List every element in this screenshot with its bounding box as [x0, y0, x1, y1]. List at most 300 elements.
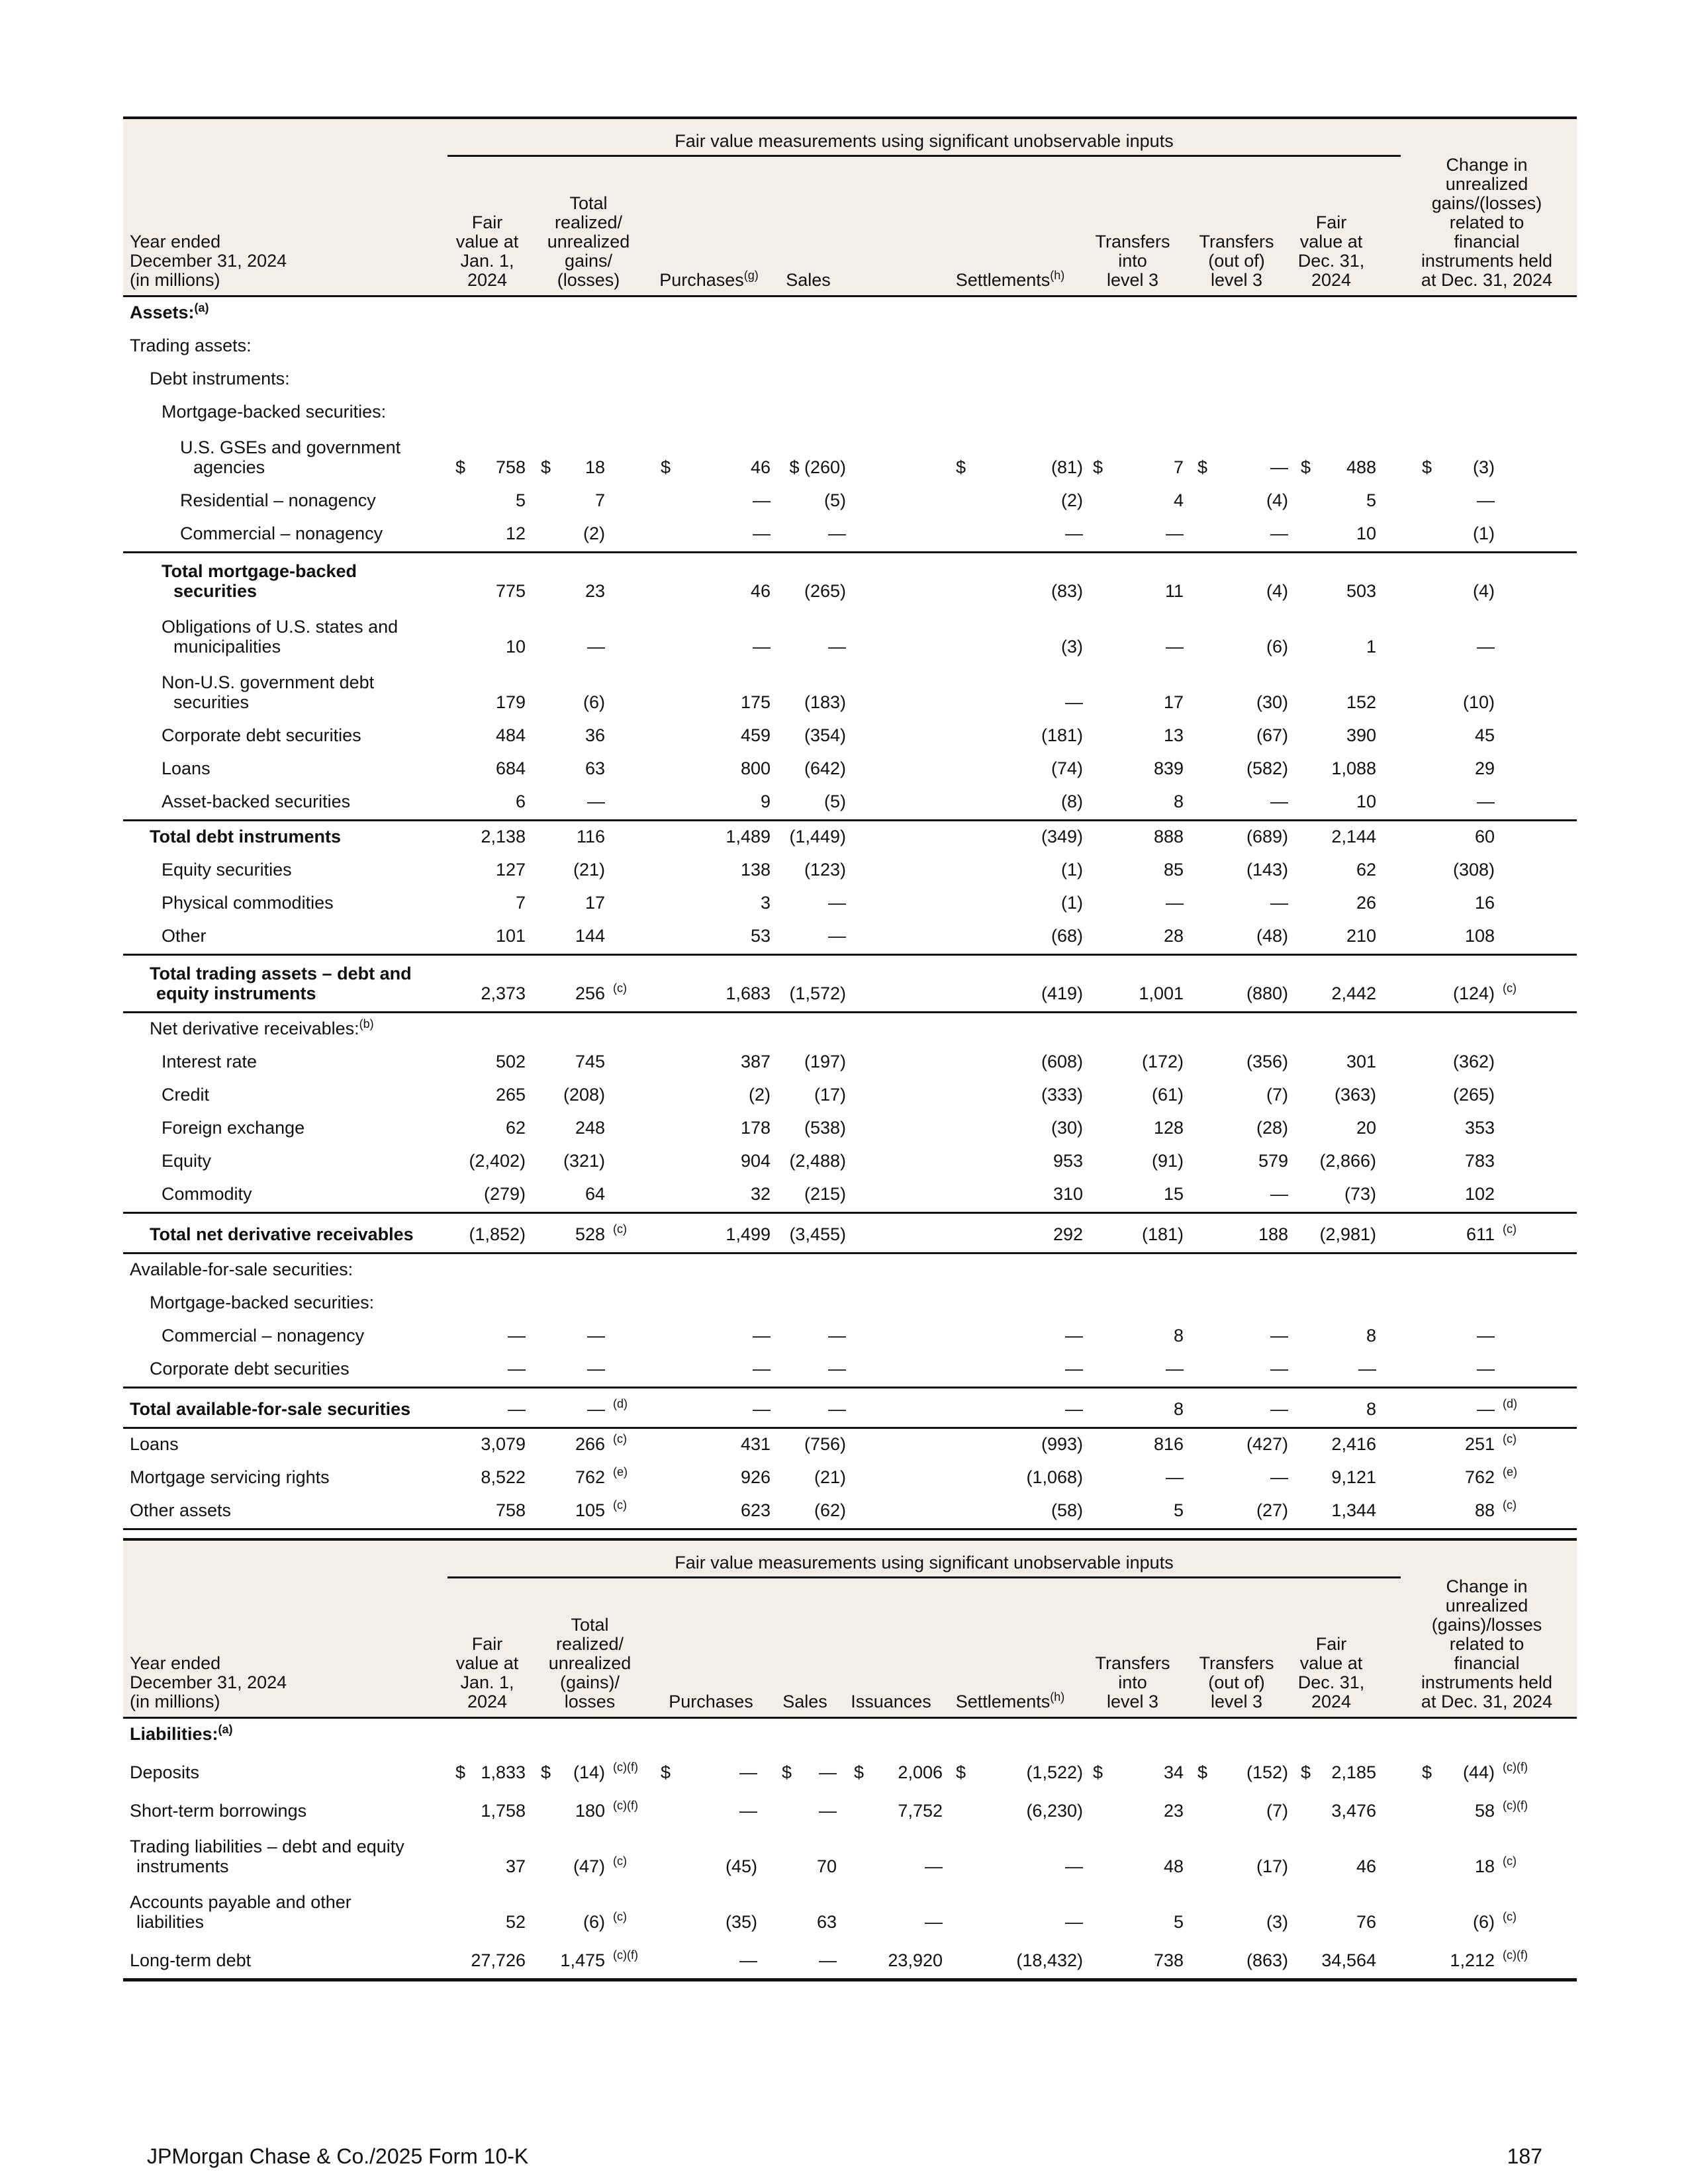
cell-transfers-in: 1,001 [1139, 983, 1184, 1003]
cell-fair-value-jan: (1,852) [469, 1224, 526, 1244]
row-label: Asset-backed securities [162, 792, 351, 811]
cell-purchases: (2) [749, 1085, 771, 1105]
cell-sales: (2,488) [789, 1151, 846, 1171]
cell-gains-losses: 248 [575, 1118, 605, 1138]
header-purchases: Purchases [669, 1692, 753, 1711]
footnote-marker: (c) [613, 981, 627, 995]
currency-symbol: $ [854, 1762, 865, 1782]
table-row [123, 1940, 1577, 1981]
cell-sales: $ (260) [789, 457, 846, 477]
cell-purchases: 926 [740, 1467, 771, 1487]
cell-transfers-out: (880) [1246, 983, 1288, 1003]
table-row [123, 1462, 1577, 1495]
cell-change-unrealized: 102 [1464, 1184, 1495, 1204]
cell-gains-losses: (21) [573, 860, 605, 880]
row-label: Assets:$^{(a)}$ [130, 301, 209, 322]
cell-fair-value-jan: 37 [505, 1856, 526, 1876]
cell-change-unrealized: (10) [1462, 692, 1495, 712]
cell-change-unrealized: — [1477, 792, 1495, 811]
cell-fair-value-dec: 76 [1356, 1912, 1376, 1932]
cell-transfers-out: — [1270, 893, 1288, 913]
header-transfers-in: Transfers into level 3 [1095, 1653, 1170, 1711]
cell-settlements: 953 [1053, 1151, 1083, 1171]
table-row [123, 553, 1577, 609]
footnote-marker: (c) [613, 1854, 627, 1868]
cell-change-unrealized: 611 [1466, 1224, 1495, 1244]
cell-gains-losses: 1,475 [560, 1950, 605, 1970]
cell-change-unrealized: — [1477, 1399, 1495, 1419]
liabilities-table-body [123, 1719, 1577, 1981]
cell-purchases: 32 [750, 1184, 771, 1204]
cell-fair-value-dec: 8 [1366, 1326, 1376, 1345]
header-transfers-out: Transfers (out of) level 3 [1199, 232, 1274, 290]
cell-purchases: 623 [740, 1500, 771, 1520]
table-row [123, 1752, 1577, 1790]
cell-transfers-in: 888 [1153, 827, 1184, 846]
cell-purchases: — [753, 637, 771, 657]
cell-sales: (5) [824, 490, 846, 510]
cell-transfers-out: (7) [1266, 1085, 1288, 1105]
cell-purchases: — [819, 1801, 837, 1821]
liabilities-table-header [123, 1538, 1577, 1719]
cell-transfers-in: 28 [1163, 926, 1184, 946]
row-label: Equity [162, 1151, 212, 1171]
footnote-marker: (b) [359, 1017, 374, 1030]
currency-symbol: $ [1093, 1762, 1103, 1782]
table-row [123, 887, 1577, 921]
cell-settlements: (993) [1041, 1434, 1083, 1454]
cell-settlements: — [1065, 1912, 1083, 1932]
table-row [123, 485, 1577, 518]
cell-sales: (21) [814, 1467, 846, 1487]
table-row [123, 1179, 1577, 1214]
cell-sales: (197) [804, 1052, 846, 1071]
cell-gains-losses: — [587, 1326, 605, 1345]
cell-transfers-out: (6) [1266, 637, 1288, 657]
cell-fair-value-jan: 127 [495, 860, 526, 880]
currency-symbol: $ [455, 457, 466, 477]
cell-transfers-in: 128 [1153, 1118, 1184, 1138]
cell-transfers-out: — [1270, 1184, 1288, 1204]
cell-transfers-in: 85 [1163, 860, 1184, 880]
cell-purchases: 9 [760, 792, 771, 811]
cell-gains-losses: 64 [585, 1184, 605, 1204]
cell-transfers-out: (356) [1246, 1052, 1288, 1071]
cell-purchases: 178 [740, 1118, 771, 1138]
footnote-marker: (a) [194, 301, 209, 314]
footnote-marker: (e) [1503, 1465, 1517, 1479]
cell-fair-value-dec: 26 [1356, 893, 1376, 913]
cell-purchases: 1,499 [726, 1224, 771, 1244]
header-transfers-in: Transfers into level 3 [1095, 232, 1170, 290]
cell-transfers-in: 8 [1173, 1326, 1184, 1345]
cell-fair-value-dec: 2,185 [1331, 1762, 1376, 1782]
section-heading-row [123, 330, 1577, 363]
cell-settlements: (3) [1061, 637, 1083, 657]
cell-settlements: (18,432) [1016, 1950, 1083, 1970]
cell-sales: (538) [804, 1118, 846, 1138]
cell-transfers-in: (91) [1151, 1151, 1184, 1171]
row-label: Mortgage-backed securities: [162, 402, 387, 422]
cell-fair-value-jan: — [508, 1359, 526, 1379]
cell-transfers-in: (181) [1141, 1224, 1184, 1244]
cell-fair-value-jan: 52 [505, 1912, 526, 1932]
cell-purchases: 431 [740, 1434, 771, 1454]
cell-settlements: (2) [1061, 490, 1083, 510]
cell-change-unrealized: 251 [1464, 1434, 1495, 1454]
cell-settlements: (1) [1061, 860, 1083, 880]
row-label: Commercial – nonagency [180, 523, 383, 543]
cell-purchases: — [819, 1950, 837, 1970]
cell-sales: (265) [804, 581, 846, 601]
table-row [123, 753, 1577, 786]
cell-transfers-in: — [1166, 523, 1184, 543]
cell-change-unrealized: — [1477, 1326, 1495, 1345]
currency-symbol: $ [541, 457, 551, 477]
footnote-marker: (d) [1503, 1397, 1517, 1410]
cell-change-unrealized: 58 [1474, 1801, 1495, 1821]
cell-gains-losses: 266 [575, 1434, 605, 1454]
cell-gains-losses: 144 [575, 926, 605, 946]
cell-sales: 2,006 [898, 1762, 943, 1782]
cell-purchases: 904 [740, 1151, 771, 1171]
cell-purchases: 1,489 [726, 827, 771, 846]
footnote-marker: (c) [1503, 1432, 1517, 1445]
footnote-marker: (c) [1503, 1498, 1517, 1512]
cell-change-unrealized: 353 [1464, 1118, 1495, 1138]
cell-fair-value-jan: — [508, 1326, 526, 1345]
section-heading-row [123, 363, 1577, 396]
cell-fair-value-jan: 7 [515, 893, 526, 913]
currency-symbol: $ [1301, 1762, 1311, 1782]
cell-purchases: — [739, 1801, 757, 1821]
table-row [123, 518, 1577, 553]
cell-change-unrealized: 18 [1474, 1856, 1495, 1876]
header-purchases: Purchases$^{(g)}$ [659, 269, 759, 290]
cell-change-unrealized: 29 [1474, 758, 1495, 778]
cell-purchases: — [753, 1399, 771, 1419]
footnote-marker: (c) [1503, 1854, 1517, 1868]
cell-purchases: — [739, 1762, 757, 1782]
cell-change-unrealized: (1) [1473, 523, 1495, 543]
cell-transfers-out: — [1270, 792, 1288, 811]
cell-fair-value-dec: 2,144 [1331, 827, 1376, 846]
cell-fair-value-dec: 1 [1366, 637, 1376, 657]
cell-gains-losses: 105 [575, 1500, 605, 1520]
footnote-marker: (c)(f) [613, 1799, 638, 1812]
row-label: Liabilities:$^{(a)}$ [130, 1723, 233, 1744]
table-row [123, 720, 1577, 753]
cell-transfers-in: 738 [1153, 1950, 1184, 1970]
table-row [123, 1790, 1577, 1829]
row-label: Available-for-sale securities: [130, 1259, 353, 1279]
table-row [123, 1079, 1577, 1113]
cell-gains-losses: (6) [583, 692, 605, 712]
cell-settlements: (419) [1041, 983, 1083, 1003]
cell-fair-value-jan: 502 [495, 1052, 526, 1071]
cell-gains-losses: 116 [576, 827, 605, 846]
cell-sales: (183) [804, 692, 846, 712]
header-fair-value-dec: Fair value at Dec. 31, 2024 [1297, 1634, 1365, 1711]
cell-transfers-out: — [1270, 1399, 1288, 1419]
cell-fair-value-dec: 8 [1366, 1399, 1376, 1419]
header-supertitle: Fair value measurements using significant unobservable inputs [675, 131, 1174, 151]
cell-transfers-in: 5 [1173, 1500, 1184, 1520]
cell-settlements: 292 [1053, 1224, 1083, 1244]
table-row [123, 1046, 1577, 1079]
row-label: Residential – nonagency [180, 490, 376, 510]
row-label: Mortgage servicing rights [130, 1467, 330, 1487]
header-gains: Total realized/ unrealized gains/ (losses) [547, 193, 630, 290]
footnote-marker: (c)(f) [1503, 1799, 1528, 1812]
cell-transfers-in: (61) [1151, 1085, 1184, 1105]
cell-gains-losses: — [587, 1359, 605, 1379]
cell-fair-value-dec: 152 [1346, 692, 1376, 712]
cell-transfers-out: (152) [1246, 1762, 1288, 1782]
footnote-marker: (e) [613, 1465, 628, 1479]
row-label: Deposits [130, 1762, 200, 1782]
cell-change-unrealized: (44) [1462, 1762, 1495, 1782]
currency-symbol: $ [782, 1762, 792, 1782]
section-heading-row [123, 396, 1577, 430]
cell-settlements: (608) [1041, 1052, 1083, 1071]
cell-fair-value-dec: 210 [1346, 926, 1376, 946]
cell-transfers-in: 816 [1153, 1434, 1184, 1454]
cell-settlements: — [1065, 1399, 1083, 1419]
cell-fair-value-dec: 20 [1356, 1118, 1376, 1138]
table-row [123, 1320, 1577, 1353]
cell-transfers-in: 11 [1164, 581, 1184, 601]
row-label: Equity securities [162, 860, 292, 880]
cell-fair-value-jan: 2,373 [481, 983, 526, 1003]
header-change-unrealized: Change in unrealized (gains)/losses related to financial instruments held at Dec. 31, 2024 [1421, 1576, 1553, 1711]
cell-sales: (354) [804, 725, 846, 745]
cell-settlements: (6,230) [1026, 1801, 1083, 1821]
footnote-marker: (c) [613, 1498, 627, 1512]
row-label: Commodity [162, 1184, 252, 1204]
footnote-marker: (d) [613, 1397, 628, 1410]
header-supertitle: Fair value measurements using significant unobservable inputs [675, 1553, 1174, 1572]
cell-sales: (1,449) [789, 827, 846, 846]
cell-purchases: — [753, 1359, 771, 1379]
cell-purchases: 53 [750, 926, 771, 946]
table-row [123, 430, 1577, 485]
cell-sales: — [828, 893, 846, 913]
cell-fair-value-dec: 488 [1346, 457, 1376, 477]
table-row [123, 786, 1577, 821]
cell-gains-losses: 7 [594, 490, 605, 510]
cell-sales: — [828, 637, 846, 657]
row-label: Total net derivative receivables [150, 1224, 414, 1244]
cell-fair-value-dec: 9,121 [1331, 1467, 1376, 1487]
header-settlements: Settlements$^{(h)}$ [955, 269, 1065, 290]
cell-transfers-in: — [1166, 1359, 1184, 1379]
cell-transfers-out: — [1270, 457, 1288, 477]
cell-change-unrealized: — [1477, 637, 1495, 657]
cell-transfers-out: (582) [1246, 758, 1288, 778]
currency-symbol: $ [1422, 1762, 1432, 1782]
cell-settlements: (349) [1041, 827, 1083, 846]
currency-symbol: $ [1197, 457, 1208, 477]
footnote-marker: (c) [613, 1910, 627, 1923]
cell-fair-value-jan: 179 [495, 692, 526, 712]
cell-sales: 23,920 [888, 1950, 943, 1970]
table-row [123, 821, 1577, 854]
cell-sales: — [828, 1326, 846, 1345]
cell-fair-value-jan: 6 [515, 792, 526, 811]
cell-sales: — [925, 1912, 943, 1932]
cell-transfers-in: 48 [1163, 1856, 1184, 1876]
table-row [123, 1429, 1577, 1462]
cell-gains-losses: (321) [563, 1151, 605, 1171]
header-fair-value-jan: Fair value at Jan. 1, 2024 [455, 1634, 519, 1711]
cell-transfers-out: (7) [1266, 1801, 1288, 1821]
currency-symbol: $ [956, 457, 966, 477]
cell-settlements: (1,522) [1026, 1762, 1083, 1782]
cell-settlements: (181) [1041, 725, 1083, 745]
cell-transfers-in: — [1166, 1467, 1184, 1487]
cell-purchases: 175 [740, 692, 771, 712]
table-row [123, 1353, 1577, 1388]
cell-settlements: — [1065, 523, 1083, 543]
cell-fair-value-dec: 390 [1346, 725, 1376, 745]
cell-fair-value-jan: (279) [483, 1184, 526, 1204]
header-year-col: Year ended December 31, 2024 (in millions) [130, 1653, 287, 1711]
footnote-marker: (c) [1503, 981, 1517, 995]
row-label: Trading liabilities – debt and equity instruments [130, 1837, 404, 1876]
table-row [123, 1214, 1577, 1254]
cell-sales: (215) [804, 1184, 846, 1204]
cell-purchases: 3 [760, 893, 771, 913]
cell-transfers-out: — [1270, 1326, 1288, 1345]
cell-purchases: — [739, 1950, 757, 1970]
cell-settlements: (333) [1041, 1085, 1083, 1105]
cell-sales: — [828, 1399, 846, 1419]
cell-fair-value-dec: (2,866) [1319, 1151, 1376, 1171]
cell-change-unrealized: 1,212 [1450, 1950, 1495, 1970]
cell-settlements: — [1065, 1856, 1083, 1876]
cell-fair-value-jan: 12 [505, 523, 526, 543]
table-row [123, 1884, 1577, 1940]
row-label: Obligations of U.S. states and municipalities [162, 617, 399, 657]
cell-transfers-in: — [1166, 893, 1184, 913]
cell-change-unrealized: (265) [1452, 1085, 1495, 1105]
cell-transfers-out: 579 [1258, 1151, 1288, 1171]
cell-settlements: (81) [1051, 457, 1083, 477]
header-rule [447, 1576, 1401, 1578]
cell-fair-value-jan: 2,138 [481, 827, 526, 846]
cell-fair-value-jan: — [508, 1399, 526, 1419]
cell-gains-losses: 745 [575, 1052, 605, 1071]
cell-fair-value-jan: 101 [495, 926, 526, 946]
cell-fair-value-dec: 2,416 [1331, 1434, 1376, 1454]
cell-fair-value-dec: (73) [1344, 1184, 1376, 1204]
cell-gains-losses: — [587, 792, 605, 811]
header-sales: Sales [786, 270, 831, 290]
currency-symbol: $ [661, 1762, 671, 1782]
section-heading-row [123, 1287, 1577, 1320]
row-label: Mortgage-backed securities: [150, 1293, 375, 1312]
currency-symbol: $ [1197, 1762, 1208, 1782]
row-label: Other [162, 926, 207, 946]
footnote-marker: (c)(f) [613, 1760, 638, 1774]
cell-settlements: — [1065, 1326, 1083, 1345]
row-label: Debt instruments: [150, 369, 290, 388]
footnote-marker: (c)(f) [1503, 1948, 1528, 1962]
cell-purchases: 459 [740, 725, 771, 745]
cell-settlements: (1) [1061, 893, 1083, 913]
row-label: Credit [162, 1085, 210, 1105]
cell-fair-value-jan: 484 [495, 725, 526, 745]
cell-fair-value-jan: 1,833 [481, 1762, 526, 1782]
cell-sales: — [925, 1856, 943, 1876]
footnote-marker: (c) [1503, 1222, 1517, 1236]
cell-gains-losses: 17 [585, 893, 605, 913]
table-row [123, 1495, 1577, 1530]
cell-transfers-out: (3) [1266, 1912, 1288, 1932]
footnote-marker: (c)(f) [1503, 1760, 1528, 1774]
cell-sales: 7,752 [898, 1801, 943, 1821]
cell-gains-losses: 23 [585, 581, 605, 601]
row-label: Total debt instruments [150, 827, 342, 846]
cell-fair-value-jan: 8,522 [481, 1467, 526, 1487]
currency-symbol: $ [455, 1762, 466, 1782]
cell-transfers-in: — [1166, 637, 1184, 657]
cell-transfers-in: 34 [1163, 1762, 1184, 1782]
row-label: Total trading assets – debt and equity instruments [150, 964, 412, 1003]
cell-settlements: (30) [1051, 1118, 1083, 1138]
cell-purchases: — [753, 523, 771, 543]
assets-table-header [123, 116, 1577, 297]
cell-gains-losses: 256 [575, 983, 605, 1003]
row-label: Total mortgage-backed securities [162, 561, 357, 601]
cell-settlements: (8) [1061, 792, 1083, 811]
cell-transfers-in: 8 [1173, 792, 1184, 811]
row-label: Loans [130, 1434, 179, 1454]
cell-purchases: 800 [740, 758, 771, 778]
row-label: Corporate debt securities [162, 725, 361, 745]
cell-sales: (123) [804, 860, 846, 880]
footer-left: JPMorgan Chase & Co./2025 Form 10-K [147, 2144, 529, 2168]
cell-fair-value-jan: (2,402) [469, 1151, 526, 1171]
row-label: Corporate debt securities [150, 1359, 350, 1379]
cell-gains-losses: 63 [585, 758, 605, 778]
cell-fair-value-dec: 503 [1346, 581, 1376, 601]
cell-change-unrealized: 762 [1464, 1467, 1495, 1487]
cell-gains-losses: 18 [585, 457, 605, 477]
cell-change-unrealized: 16 [1474, 893, 1495, 913]
cell-transfers-out: — [1270, 1359, 1288, 1379]
cell-settlements: (74) [1051, 758, 1083, 778]
currency-symbol: $ [1093, 457, 1103, 477]
section-heading-row [123, 297, 1577, 330]
footnote-marker: (c) [613, 1222, 627, 1236]
cell-sales: (642) [804, 758, 846, 778]
table-row [123, 1113, 1577, 1146]
cell-fair-value-jan: 27,726 [471, 1950, 526, 1970]
currency-symbol: $ [661, 457, 671, 477]
cell-transfers-out: (427) [1246, 1434, 1288, 1454]
cell-change-unrealized: 108 [1464, 926, 1495, 946]
cell-gains-losses: (6) [583, 1912, 605, 1932]
cell-fair-value-jan: 758 [495, 457, 526, 477]
row-label: Interest rate [162, 1052, 258, 1071]
cell-change-unrealized: 88 [1474, 1500, 1495, 1520]
table-row [123, 1829, 1577, 1884]
cell-fair-value-dec: 10 [1356, 523, 1376, 543]
cell-purchases: — [753, 1326, 771, 1345]
assets-table-body [123, 297, 1577, 1530]
